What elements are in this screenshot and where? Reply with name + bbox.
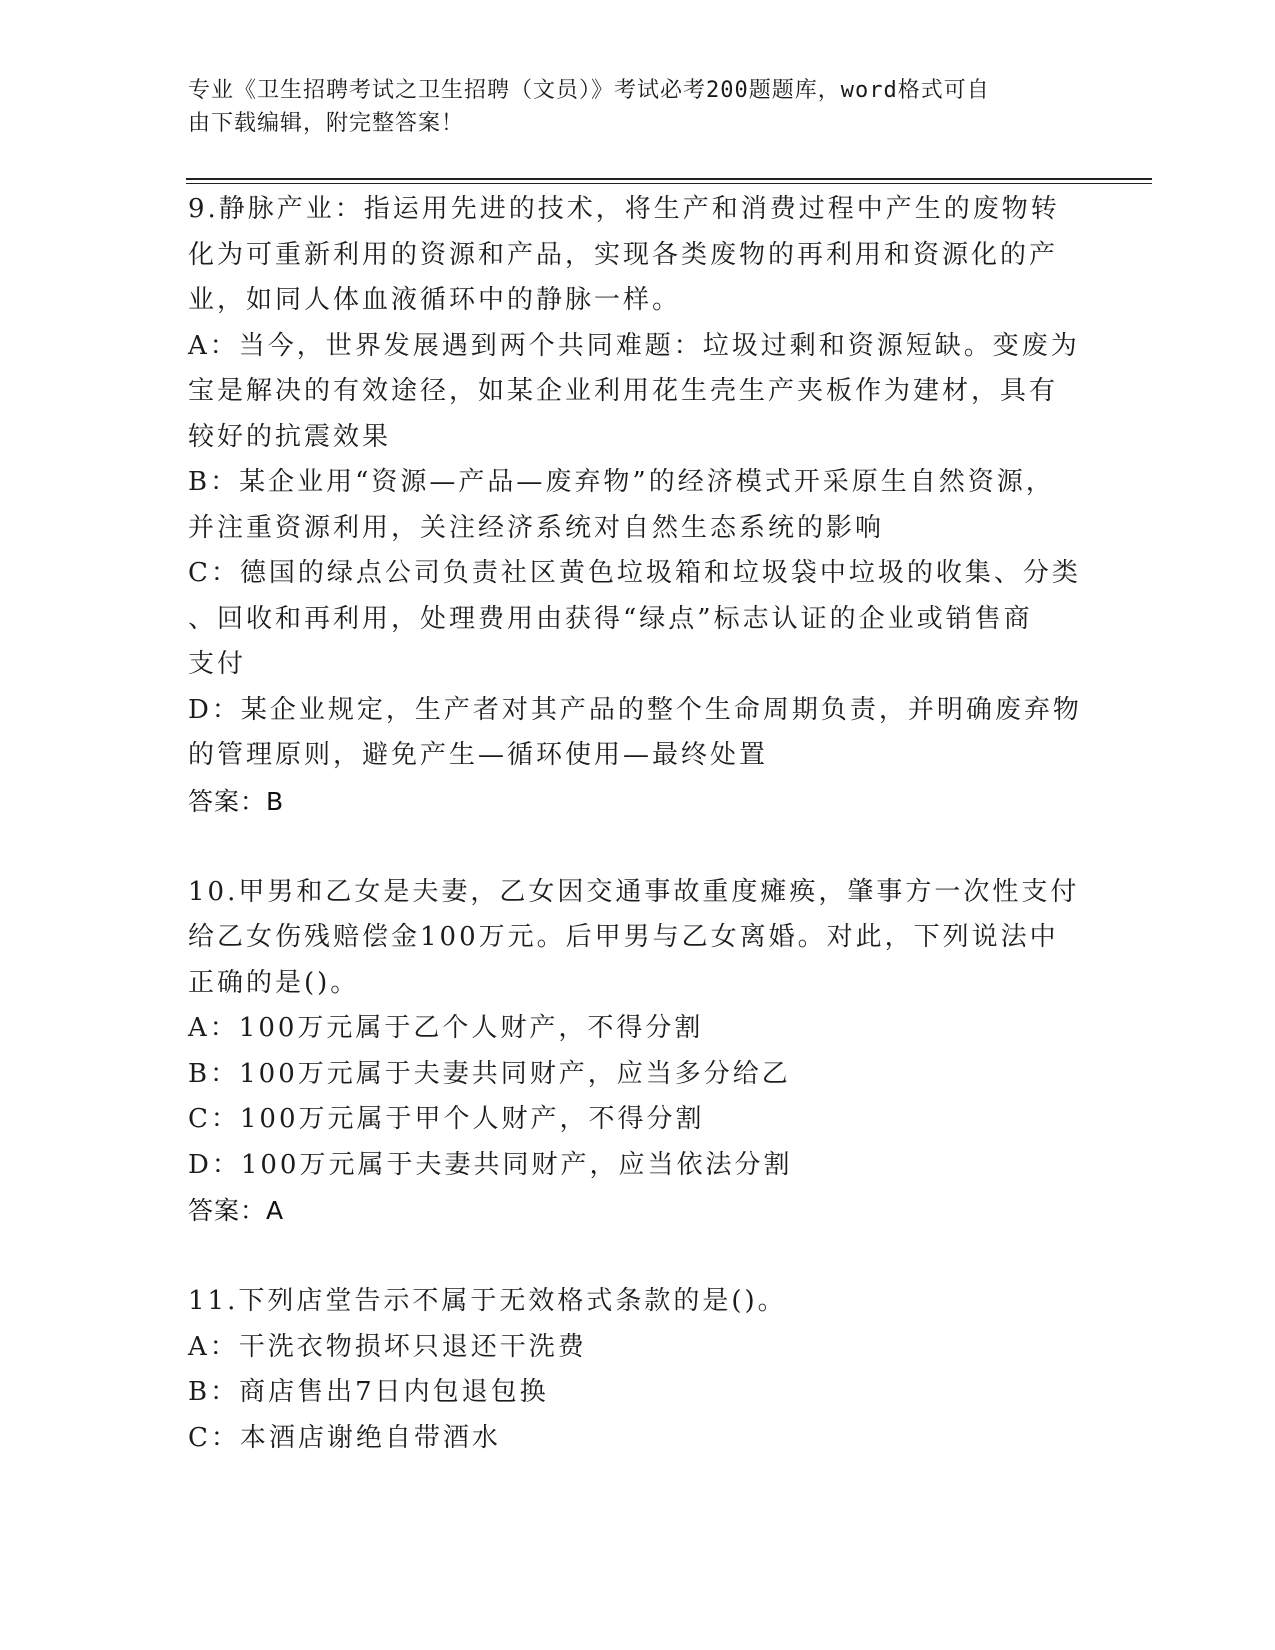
header-line-2: 由下载编辑，附完整答案！ (188, 111, 465, 136)
answer-label: 答案：A (188, 1196, 285, 1225)
question-stem-line: 10.甲男和乙女是夫妻，乙女因交通事故重度瘫痪，肇事方一次性支付 (188, 876, 1080, 907)
question-stem-line: 给乙女伤残赔偿金100万元。后甲男与乙女离婚。对此，下列说法中 (188, 922, 1059, 952)
question-11 (188, 1279, 1088, 1461)
question-spacer (188, 1234, 1088, 1280)
header-rule-thick (186, 178, 1152, 180)
option-a-line: A：100万元属于乙个人财产，不得分割 (188, 1013, 704, 1043)
question-stem-line: 化为可重新利用的资源和产品，实现各类废物的再利用和资源化的产 (188, 239, 1059, 270)
option-b-line: B：商店售出7日内包退包换 (188, 1377, 549, 1407)
header-rule-thin (186, 183, 1152, 184)
option-c-line: 、回收和再利用，处理费用由获得“绿点”标志认证的企业或销售商 (188, 603, 1033, 634)
option-d-line: D：100万元属于夫妻共同财产，应当依法分割 (188, 1149, 793, 1180)
option-b-line: B：某企业用“资源—产品—废弃物”的经济模式开采原生自然资源， (188, 467, 1055, 497)
question-spacer (188, 824, 1088, 870)
answer-label: 答案：B (188, 786, 285, 816)
option-a-line: A：干洗衣物损坏只退还干洗费 (188, 1331, 587, 1362)
option-c-line: 支付 (188, 649, 247, 679)
option-a-line: A：当今，世界发展遇到两个共同难题：垃圾过剩和资源短缺。变废为 (188, 330, 1080, 361)
question-stem-line: 业，如同人体血液循环中的静脉一样。 (188, 285, 682, 315)
option-d-line: 的管理原则，避免产生—循环使用—最终处置 (188, 740, 769, 770)
option-a-line: 较好的抗震效果 (188, 421, 392, 452)
option-c-line: C：德国的绿点公司负责社区黄色垃圾箱和垃圾袋中垃圾的收集、分类 (188, 558, 1081, 588)
option-b-line: B：100万元属于夫妻共同财产，应当多分给乙 (188, 1058, 791, 1089)
question-stem-line: 9.静脉产业：指运用先进的技术，将生产和消费过程中产生的废物转 (188, 194, 1060, 224)
option-a-line: 宝是解决的有效途径，如某企业利用花生壳生产夹板作为建材，具有 (188, 376, 1059, 406)
question-9 (188, 187, 1088, 824)
document-header (188, 74, 1068, 140)
question-stem-line: 正确的是()。 (188, 967, 360, 998)
option-d-line: D：某企业规定，生产者对其产品的整个生命周期负责，并明确废弃物 (188, 694, 1082, 725)
question-stem-line: 11.下列店堂告示不属于无效格式条款的是()。 (188, 1286, 787, 1316)
question-10 (188, 870, 1088, 1234)
option-c-line: C：100万元属于甲个人财产，不得分割 (188, 1104, 705, 1134)
option-b-line: 并注重资源利用，关注经济系统对自然生态系统的影响 (188, 512, 885, 543)
header-line-1: 专业《卫生招聘考试之卫生招聘（文员）》考试必考200题题库，word格式可自 (188, 78, 990, 103)
question-list (188, 187, 1088, 1461)
option-c-line: C：本酒店谢绝自带酒水 (188, 1422, 501, 1453)
